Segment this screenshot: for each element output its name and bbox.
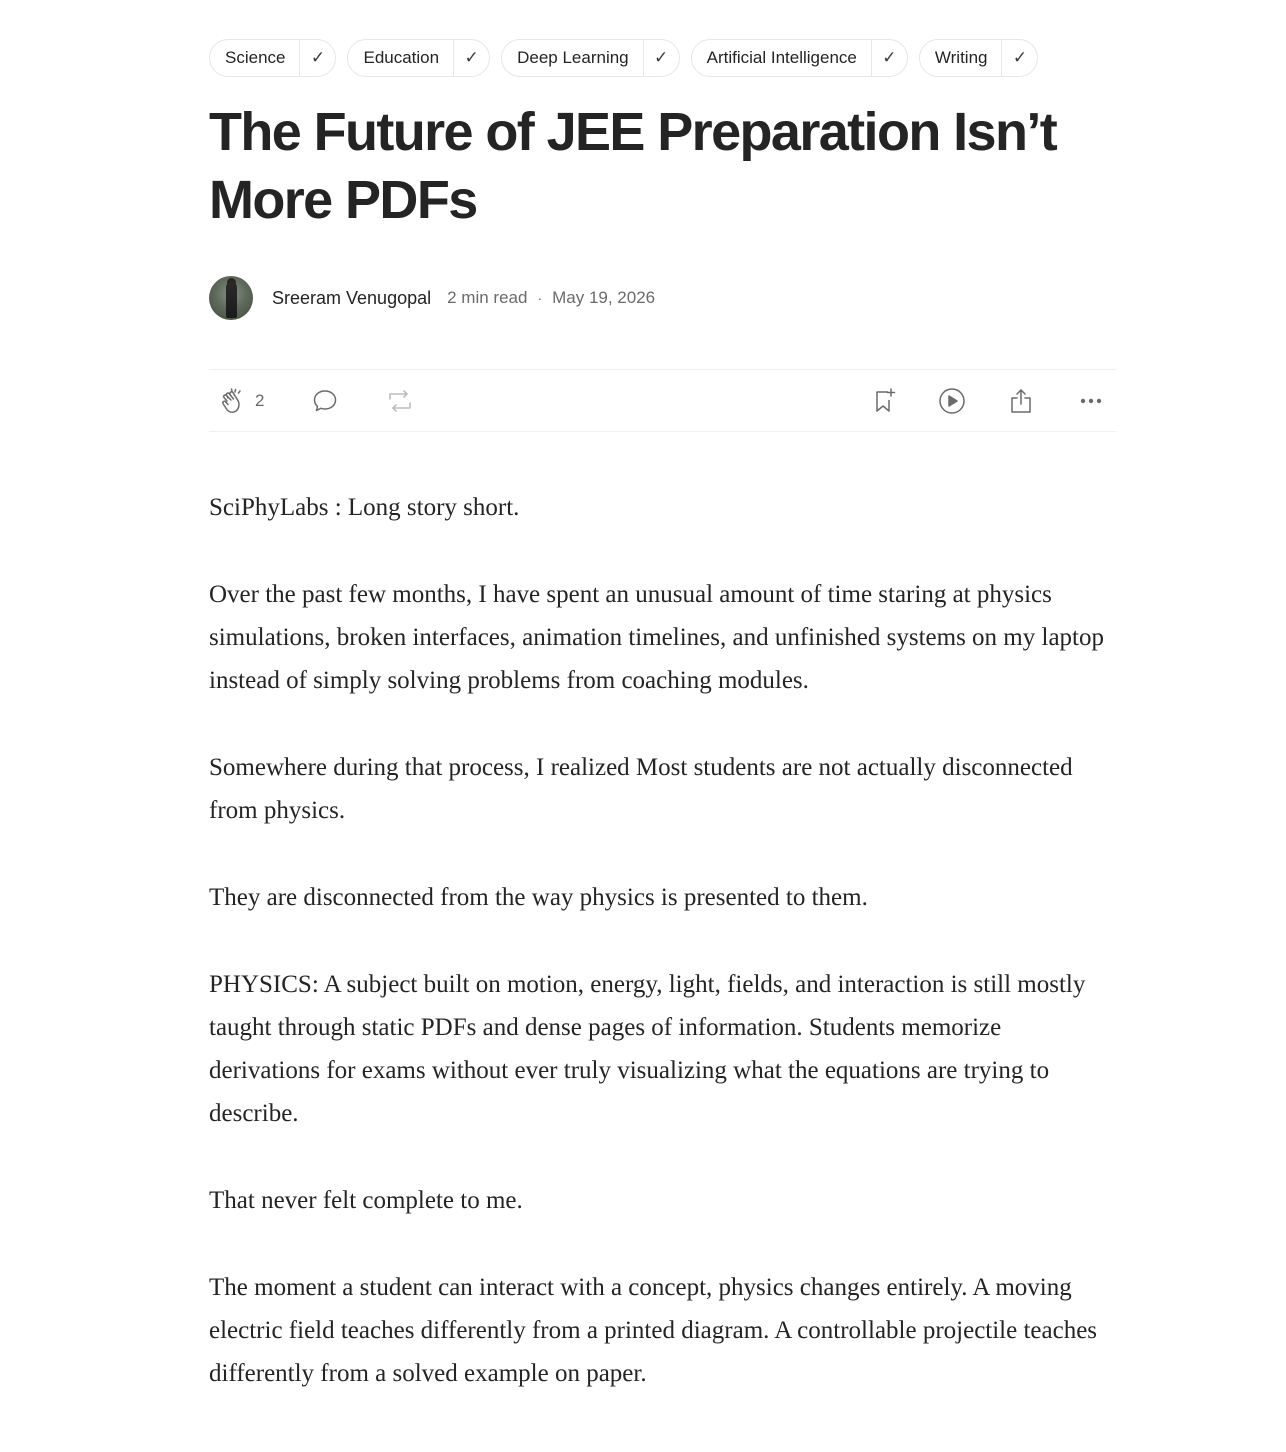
tag-label[interactable]: Education: [363, 48, 440, 67]
paragraph: SciPhyLabs : Long story short.: [209, 494, 520, 521]
play-icon[interactable]: [938, 387, 966, 415]
paragraph: Over the past few months, I have spent an unusual amount of time staring at physics simulations, broken interfaces, animation timelines, and unfinished systems on my laptop instead of simply solving problems from coaching modules.: [209, 581, 1104, 694]
bookmark-add-icon[interactable]: [871, 387, 899, 415]
tag-label[interactable]: Writing: [934, 48, 988, 67]
tag-science[interactable]: [209, 39, 336, 77]
article-meta: [447, 288, 655, 308]
tag-education[interactable]: [347, 39, 490, 77]
tag-deep-learning[interactable]: [501, 39, 680, 77]
check-icon[interactable]: ✓: [1001, 39, 1037, 77]
action-bar: [209, 369, 1116, 432]
avatar-figure: [226, 282, 237, 318]
repost-icon[interactable]: [385, 388, 415, 414]
article-title: The Future of JEE Preparation Isn’t More PDFs: [209, 102, 1057, 230]
check-icon[interactable]: ✓: [871, 39, 907, 77]
comment-button[interactable]: [312, 370, 338, 431]
author-row: [209, 275, 655, 321]
check-icon[interactable]: ✓: [299, 39, 335, 77]
tag-artificial-intelligence[interactable]: [691, 39, 908, 77]
clap-count[interactable]: 2: [255, 390, 265, 410]
share-button[interactable]: [1008, 370, 1034, 431]
tag-label[interactable]: Deep Learning: [517, 48, 629, 67]
more-icon[interactable]: [1078, 388, 1104, 414]
avatar[interactable]: [209, 276, 253, 320]
paragraph: That never felt complete to me.: [209, 1187, 523, 1214]
paragraph: PHYSICS: A subject built on motion, energy, light, fields, and interaction is still mostly taught through static PDFs and dense pages of information. Students memorize derivations for exams without ever truly visualizing what the equations are trying to describe.: [209, 971, 1086, 1127]
publish-date: May 19, 2026: [552, 288, 656, 307]
listen-button[interactable]: [938, 370, 966, 431]
article-body: [209, 486, 1116, 1439]
check-icon[interactable]: ✓: [643, 39, 679, 77]
tag-label[interactable]: Artificial Intelligence: [706, 48, 857, 67]
bookmark-button[interactable]: [871, 370, 899, 431]
author-name[interactable]: Sreeram Venugopal: [272, 287, 432, 308]
tag-label[interactable]: Science: [225, 48, 286, 67]
clap-icon[interactable]: [219, 386, 249, 416]
clap-button[interactable]: [219, 370, 264, 431]
paragraph: Somewhere during that process, I realized Most students are not actually disconnected from physics.: [209, 754, 1073, 824]
topic-tags: [209, 39, 1038, 77]
paragraph: They are disconnected from the way physics is presented to them.: [209, 884, 868, 911]
check-icon[interactable]: ✓: [453, 39, 489, 77]
repost-button[interactable]: [385, 370, 415, 431]
paragraph: The moment a student can interact with a concept, physics changes entirely. A moving electric field teaches differently from a printed diagram. A controllable projectile teaches differently from a solved example on paper.: [209, 1274, 1098, 1387]
read-time: 2 min read: [447, 288, 528, 307]
more-button[interactable]: [1078, 370, 1104, 431]
tag-writing[interactable]: [919, 39, 1039, 77]
meta-separator: ·: [537, 290, 543, 306]
share-icon[interactable]: [1008, 387, 1034, 415]
comment-icon[interactable]: [312, 388, 338, 414]
